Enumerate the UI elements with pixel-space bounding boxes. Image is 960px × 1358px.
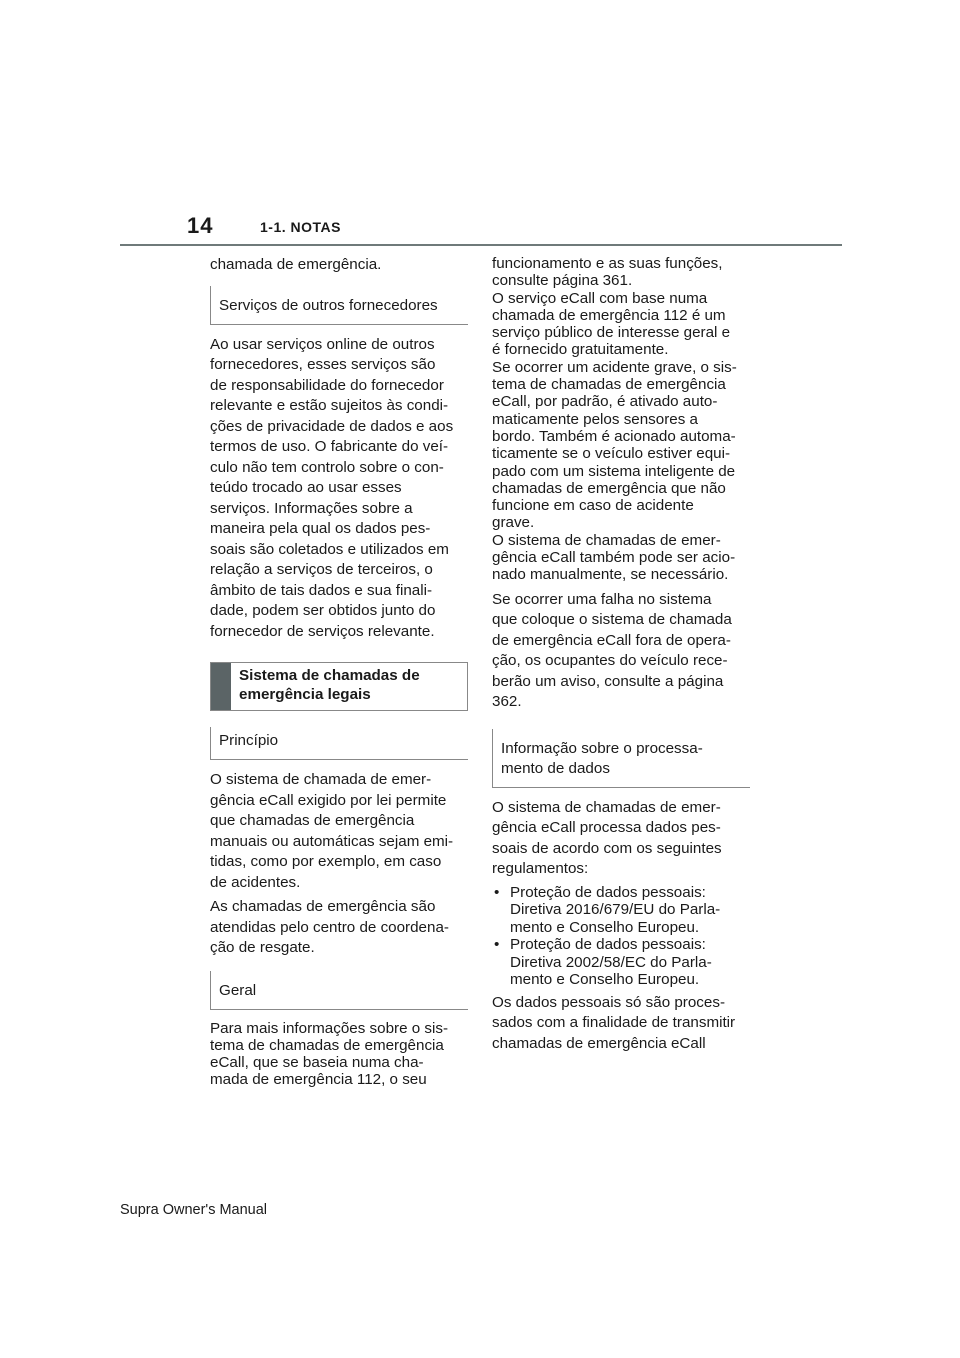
paragraph-processamento: O sistema de chamadas de emer- gência eCall processa dados pes- soais de acordo com os seguintes regulamentos: [492, 798, 722, 878]
footer-manual-title: Supra Owner's Manual [120, 1202, 268, 1218]
list-item: • Proteção de dados pessoais: Diretiva 2016/679/EU do Parla- mento e Conselho Europeu. [492, 884, 750, 937]
paragraph-ecall-continuation: funcionamento e as suas funções, consulte página 361. O serviço eCall com base numa chamada de emergência 112 é um serviço público de interesse geral e é fornecido gratuitamente. Se ocorrer um acidente grave, o sis- tema de chamadas de emergência eCall, por padrão, é ativado auto- maticamente pelos sensores a bordo. Também é acionado automa- ticamente se o veículo estiver equi- pado com um sistema inteligente de chamadas de emergência que não funcione em caso de acidente grave. O sistema de chamadas de emer- gência eCall também pode ser acio- nado manualmente, se necessário. [492, 255, 737, 584]
page-number: 14 [187, 213, 214, 238]
heading-marker [211, 663, 231, 710]
heading-principio: Princípio [210, 727, 468, 760]
regulation-list [492, 884, 750, 989]
paragraph-geral: Para mais informações sobre o sis- tema de chamadas de emergência eCall, que se baseia numa cha- mada de emergência 112, o seu [210, 1019, 449, 1089]
left-column [210, 255, 468, 1093]
intro-paragraph: chamada de emergência. [210, 256, 382, 273]
heading-sistema-chamadas-label: Sistema de chamadas de emergência legais [239, 667, 420, 703]
heading-geral: Geral [210, 971, 468, 1010]
paragraph-principio-1: O sistema de chamada de emer- gência eCall exigido por lei permite que chamadas de emergência manuais ou automáticas sejam emi- tidas, como por exemplo, em caso de acidentes. [210, 771, 454, 891]
paragraph-falha: Se ocorrer uma falha no sistema que coloque o sistema de chamada de emergência eCall fora de opera- ção, os ocupantes do veículo rece- berão um aviso, consulte a página 362. [492, 590, 732, 711]
list-item: • Proteção de dados pessoais: Diretiva 2002/58/EC do Parla- mento e Conselho Europeu. [492, 936, 750, 989]
heading-outros-fornecedores: Serviços de outros fornecedores [210, 286, 468, 325]
section-title: 1-1. NOTAS [260, 219, 341, 235]
paragraph-principio-2: As chamadas de emergência são atendidas pelo centro de coordena- ção de resgate. [210, 898, 449, 956]
paragraph-finalidade: Os dados pessoais só são proces- sados com a finalidade de transmitir chamadas de emergência eCall [492, 993, 736, 1052]
heading-processamento-dados: Informação sobre o processa- mento de dados [492, 729, 750, 788]
paragraph-outros-fornecedores: Ao usar serviços online de outros fornecedores, esses serviços são de responsabilidade do fornecedor relevante e estão sujeitos às condi- ções de privacidade de dados e aos termos de uso. O fabricante do veí- culo não tem controlo sobre o con- teúdo trocado ao usar esses serviços. Informações sobre a maneira pela qual os dados pes- soais são coletados e utilizados em relação a serviços de terceiros, o âmbito de tais dados e sua finali- dade, podem ser obtidos junto do fornecedor de serviços relevante. [210, 335, 454, 640]
heading-sistema-chamadas [210, 662, 468, 711]
right-column [492, 255, 750, 1058]
header-divider [120, 244, 842, 246]
